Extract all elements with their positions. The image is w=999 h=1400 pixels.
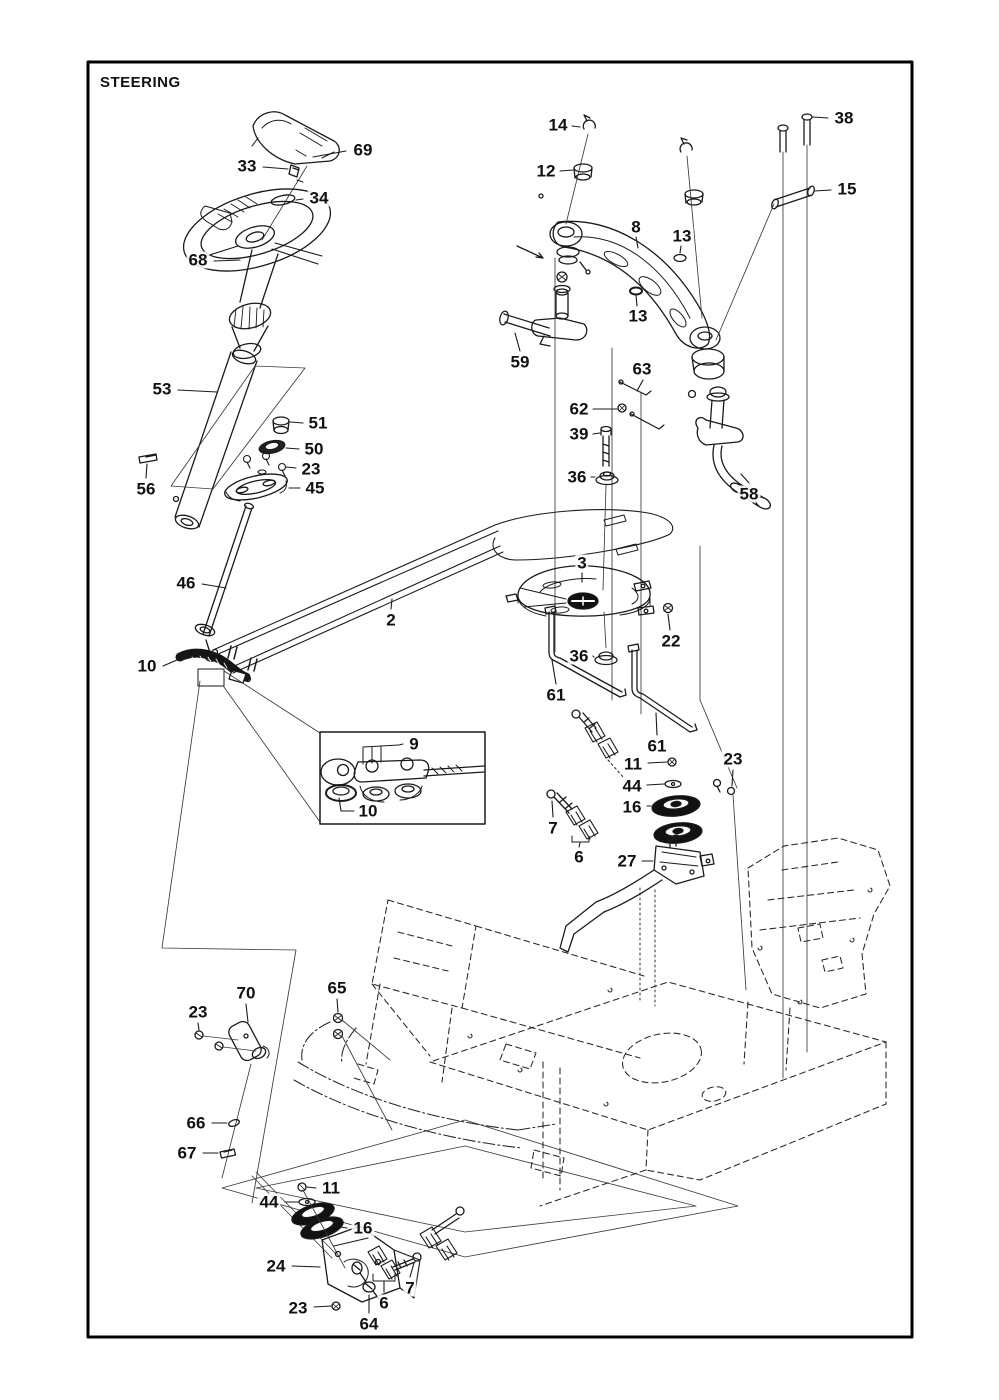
part-label: 23 xyxy=(288,1298,308,1318)
part-label: 12 xyxy=(536,161,556,181)
part-label: 23 xyxy=(188,1002,208,1022)
part-label: 58 xyxy=(739,484,759,504)
leader-line xyxy=(560,170,573,171)
leader-line xyxy=(296,199,303,200)
part-label: 36 xyxy=(567,467,587,487)
part-label: 69 xyxy=(353,140,373,160)
leader-line xyxy=(337,999,338,1012)
part-label: 2 xyxy=(386,610,396,630)
part-label: 67 xyxy=(177,1143,197,1163)
leader-line xyxy=(572,126,580,127)
page-frame xyxy=(88,62,912,1337)
leader-line xyxy=(307,1187,316,1188)
part-label: 70 xyxy=(236,983,256,1003)
part-label: 23 xyxy=(301,459,321,479)
leader-line xyxy=(292,1266,320,1267)
leader-lines xyxy=(146,117,831,1313)
part-label: 9 xyxy=(409,734,419,754)
part-label: 39 xyxy=(569,424,589,444)
part-label: 45 xyxy=(305,478,325,498)
part-label: 13 xyxy=(628,306,648,326)
leader-line xyxy=(263,167,288,169)
leader-line xyxy=(552,801,553,817)
page-title: STEERING xyxy=(100,74,181,91)
part-label: 36 xyxy=(569,646,589,666)
part-label: 16 xyxy=(353,1218,373,1238)
part-label: 16 xyxy=(622,797,642,817)
leader-line xyxy=(680,246,681,253)
part-label: 33 xyxy=(237,156,257,176)
part-label: 7 xyxy=(405,1278,415,1298)
leader-line xyxy=(214,260,240,261)
leader-line xyxy=(636,237,638,248)
part-label: 64 xyxy=(359,1314,379,1334)
part-label: 13 xyxy=(672,226,692,246)
part-label: 66 xyxy=(186,1113,206,1133)
part-label: 23 xyxy=(723,749,743,769)
leader-line xyxy=(813,117,828,118)
part-label: 14 xyxy=(548,115,568,135)
leader-line xyxy=(637,380,643,391)
leader-line xyxy=(647,784,664,785)
leader-line xyxy=(741,474,749,483)
part-label: 61 xyxy=(546,685,566,705)
leader-line xyxy=(246,1004,248,1022)
leader-line xyxy=(593,656,594,657)
part-label: 7 xyxy=(548,818,558,838)
part-label: 61 xyxy=(647,736,667,756)
leader-line xyxy=(552,660,556,684)
part-label: 46 xyxy=(176,573,196,593)
leader-line xyxy=(290,422,303,423)
leader-line xyxy=(313,151,346,157)
part-label: 63 xyxy=(632,359,652,379)
leader-line xyxy=(146,464,147,478)
leader-line xyxy=(636,295,637,306)
part-label: 65 xyxy=(327,978,347,998)
part-label: 8 xyxy=(631,217,641,237)
part-label: 62 xyxy=(569,399,589,419)
part-label: 6 xyxy=(379,1293,389,1313)
leader-line xyxy=(286,467,296,468)
part-label: 56 xyxy=(136,479,156,499)
leader-line xyxy=(178,390,217,392)
leader-line xyxy=(163,660,177,666)
part-label: 44 xyxy=(259,1192,279,1212)
leader-line xyxy=(202,584,226,588)
part-label: 44 xyxy=(622,776,642,796)
part-label: 11 xyxy=(322,1178,340,1198)
leader-line xyxy=(410,1263,414,1277)
leader-line xyxy=(198,1023,199,1030)
part-label: 34 xyxy=(309,188,329,208)
part-label: 10 xyxy=(358,801,378,821)
part-label: 6 xyxy=(574,847,584,867)
leader-line xyxy=(515,333,520,351)
leader-line xyxy=(579,843,580,847)
leader-line xyxy=(314,1306,331,1307)
part-label: 51 xyxy=(308,413,328,433)
part-label: 38 xyxy=(834,108,854,128)
leader-line xyxy=(814,190,831,191)
leader-line xyxy=(648,762,667,763)
leader-line xyxy=(391,599,392,609)
part-label: 22 xyxy=(661,631,681,651)
part-label: 59 xyxy=(510,352,530,372)
part-label: 50 xyxy=(304,439,324,459)
leader-line xyxy=(593,433,600,434)
part-label: 11 xyxy=(624,754,642,774)
part-label: 68 xyxy=(188,250,208,270)
leader-line xyxy=(399,744,403,745)
leader-line xyxy=(286,448,299,449)
part-label: 3 xyxy=(577,553,587,573)
leader-line xyxy=(656,713,657,735)
part-label: 15 xyxy=(837,179,857,199)
leader-line xyxy=(732,770,733,786)
part-label: 10 xyxy=(137,656,157,676)
part-label: 27 xyxy=(617,851,637,871)
part-label: 24 xyxy=(266,1256,286,1276)
leader-line xyxy=(668,614,670,630)
part-label: 53 xyxy=(152,379,172,399)
